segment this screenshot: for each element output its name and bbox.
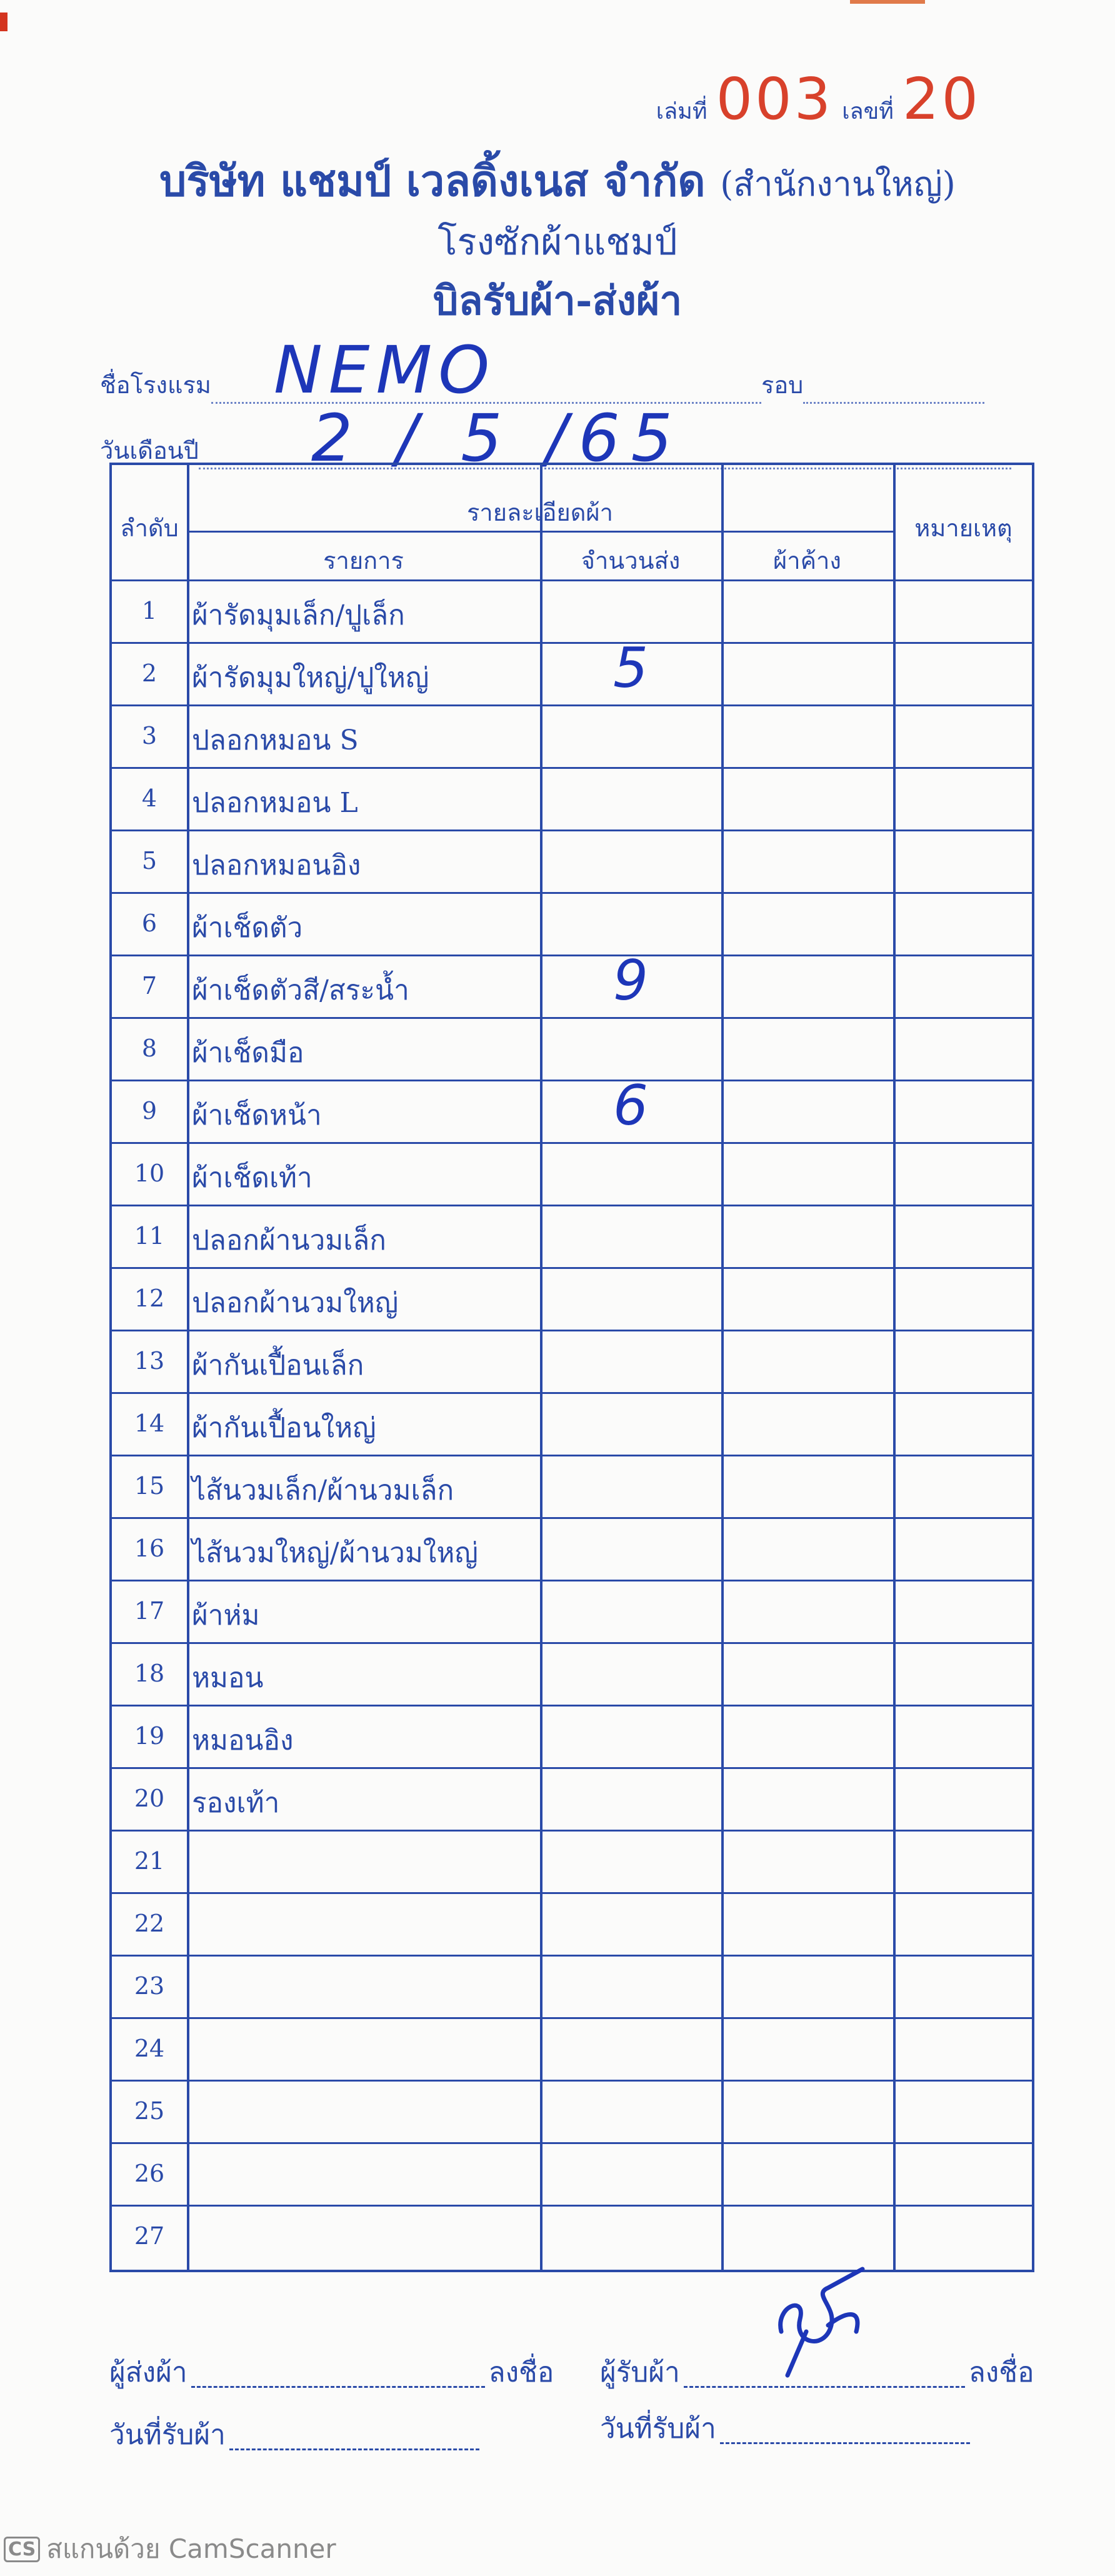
row-number: 12 <box>134 1285 165 1312</box>
col-header-no: ลำดับ <box>120 514 179 542</box>
row-divider <box>112 1642 1032 1644</box>
row-item-name: ไส้นวมเล็ก/ผ้านวมเล็ก <box>192 1475 454 1506</box>
row-item-name: ปลอกผ้านวมใหญ่ <box>192 1287 399 1319</box>
col-divider-2 <box>540 465 542 2270</box>
company-branch: (สำนักงานใหญ่) <box>720 164 956 204</box>
receiver-line <box>684 2386 965 2388</box>
row-quantity: 9 <box>613 948 648 1013</box>
row-number: 3 <box>141 722 158 749</box>
row-divider <box>112 2205 1032 2207</box>
col-header-group: รายละเอียดผ้า <box>466 499 614 526</box>
row-number: 6 <box>141 910 158 937</box>
row-number: 14 <box>134 1410 165 1437</box>
row-item-name: หมอน <box>192 1662 264 1694</box>
sender-line <box>191 2386 485 2388</box>
camscanner-icon: CS <box>4 2537 40 2562</box>
row-divider <box>112 1892 1032 1894</box>
round-label: รอบ <box>761 371 804 399</box>
row-item-name: ไส้นวมใหญ่/ผ้านวมใหญ่ <box>192 1537 478 1569</box>
row-divider <box>112 892 1032 894</box>
company-title: บริษัท แชมป์ เวลดิ้งเนส จำกัด <box>159 156 706 206</box>
row-divider <box>112 1830 1032 1832</box>
book-number-block <box>656 66 981 133</box>
col-divider-4 <box>893 465 896 2270</box>
sender-signature <box>109 2350 554 2394</box>
top-edge-mark <box>850 0 925 4</box>
row-number: 26 <box>134 2160 165 2187</box>
round-line <box>803 402 984 404</box>
row-item-name: ผ้ารัดมุมใหญ่/ปูใหญ่ <box>192 662 429 694</box>
col-header-pending: ผ้าค้าง <box>773 547 841 574</box>
row-divider <box>112 1392 1032 1394</box>
row-number: 5 <box>141 847 158 875</box>
row-divider <box>112 1017 1032 1019</box>
receiver-handwritten-signature <box>769 2257 894 2382</box>
row-number: 2 <box>141 659 158 687</box>
row-divider <box>112 1705 1032 1706</box>
row-item-name: ผ้าเช็ดตัวสี/สระน้ำ <box>192 975 409 1006</box>
row-divider <box>112 704 1032 706</box>
plant-name: โรงซักผ้าแชมป์ <box>438 221 678 263</box>
row-number: 16 <box>134 1535 165 1562</box>
row-number: 4 <box>141 784 158 812</box>
scanner-text: สแกนด้วย CamScanner <box>46 2533 336 2564</box>
col-divider-3 <box>721 465 724 2270</box>
col-header-item: รายการ <box>323 547 404 574</box>
row-number: 9 <box>141 1097 158 1125</box>
receive-date-right <box>600 2407 974 2450</box>
row-number: 19 <box>134 1722 165 1750</box>
row-item-name: ผ้าเช็ดมือ <box>192 1037 304 1069</box>
row-divider <box>112 1142 1032 1144</box>
date-value: 2 / 5 /65 <box>311 400 684 476</box>
receive-date-left-line <box>229 2448 479 2450</box>
col-header-qty: จำนวนส่ง <box>581 547 681 574</box>
row-item-name: รองเท้า <box>192 1787 280 1819</box>
row-item-name: ปลอกหมอนอิง <box>192 849 361 881</box>
row-divider <box>112 1580 1032 1581</box>
book-number: 003 <box>716 66 834 133</box>
row-divider <box>112 1205 1032 1206</box>
receive-date-right-label: วันที่รับผ้า <box>600 2413 716 2445</box>
date-label: วันเดือนปี <box>100 437 199 464</box>
items-table <box>109 463 1034 2272</box>
row-quantity: 6 <box>613 1073 648 1138</box>
receiver-sign-label: ลงชื่อ <box>968 2357 1034 2388</box>
row-divider <box>112 2017 1032 2019</box>
receive-date-right-line <box>720 2442 970 2444</box>
row-number: 10 <box>134 1160 165 1187</box>
row-number: 27 <box>134 2222 165 2250</box>
row-number: 20 <box>134 1785 165 1812</box>
row-number: 18 <box>134 1660 165 1687</box>
receiver-label: ผู้รับผ้า <box>600 2357 680 2388</box>
document-title: บิลรับผ้า-ส่งผ้า <box>432 278 682 324</box>
row-divider <box>112 1517 1032 1519</box>
company-name <box>0 147 1115 214</box>
row-divider <box>112 767 1032 769</box>
sender-label: ผู้ส่งผ้า <box>109 2357 188 2388</box>
hotel-field <box>100 332 984 408</box>
row-number: 1 <box>141 597 158 624</box>
row-item-name: ปลอกผ้านวมเล็ก <box>192 1225 386 1256</box>
row-number: 24 <box>134 2035 165 2062</box>
row-divider <box>112 2142 1032 2144</box>
row-divider <box>112 1267 1032 1269</box>
row-item-name: ผ้าห่ม <box>192 1600 260 1631</box>
receive-date-left-label: วันที่รับผ้า <box>109 2419 226 2451</box>
row-number: 7 <box>141 972 158 1000</box>
row-divider <box>112 829 1032 831</box>
row-divider <box>112 1330 1032 1331</box>
row-divider <box>112 1767 1032 1769</box>
row-number: 23 <box>134 1972 165 2000</box>
hotel-value: NEMO <box>273 332 496 408</box>
receive-date-left <box>109 2413 483 2457</box>
row-divider <box>112 1455 1032 1456</box>
number-label: เลขที่ <box>842 99 894 124</box>
row-item-name: ผ้ากันเปื้อนใหญ่ <box>192 1412 376 1444</box>
row-item-name: ปลอกหมอน L <box>192 787 358 819</box>
row-number: 25 <box>134 2097 165 2125</box>
row-item-name: หมอนอิง <box>192 1725 294 1757</box>
row-divider <box>112 1955 1032 1957</box>
row-item-name: ปลอกหมอน S <box>192 724 359 756</box>
row-item-name: ผ้าเช็ดตัว <box>192 912 303 944</box>
row-item-name: ผ้าเช็ดเท้า <box>192 1162 312 1194</box>
scanner-footer <box>4 2528 336 2570</box>
row-item-name: ผ้ากันเปื้อนเล็ก <box>192 1350 364 1381</box>
row-item-name: ผ้าเช็ดหน้า <box>192 1100 322 1131</box>
sender-sign-label: ลงชื่อ <box>488 2357 554 2388</box>
corner-mark <box>0 13 8 31</box>
row-number: 15 <box>134 1472 165 1500</box>
row-number: 21 <box>134 1847 165 1875</box>
row-divider <box>112 2080 1032 2082</box>
row-item-name: ผ้ารัดมุมเล็ก/ปูเล็ก <box>192 599 405 631</box>
row-quantity: 5 <box>613 636 648 700</box>
row-number: 17 <box>134 1597 165 1625</box>
row-number: 11 <box>134 1222 165 1250</box>
col-divider-1 <box>187 465 189 2270</box>
row-number: 22 <box>134 1910 165 1937</box>
row-number: 8 <box>141 1035 158 1062</box>
row-number: 13 <box>134 1347 165 1375</box>
col-header-note: หมายเหตุ <box>914 514 1012 542</box>
row-divider <box>112 579 1032 581</box>
bill-number: 20 <box>902 66 981 133</box>
book-label: เล่มที่ <box>656 99 708 124</box>
hotel-label: ชื่อโรงแรม <box>100 371 211 399</box>
